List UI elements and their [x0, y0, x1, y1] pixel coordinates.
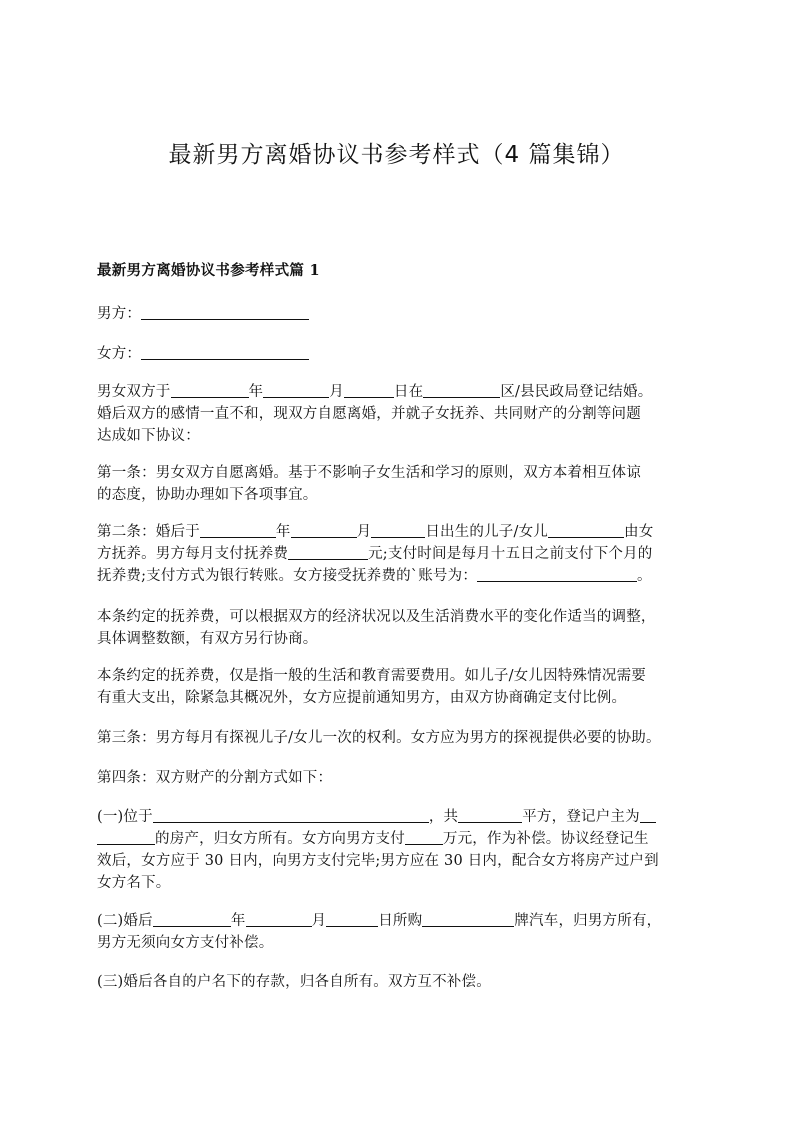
account-number-blank[interactable]	[477, 567, 637, 582]
text-line: 本条约定的抚养费，可以根据双方的经济状况以及生活消费水平的变化作适当的调整，	[97, 609, 656, 625]
text-line: 本条约定的抚养费，仅是指一般的生活和教育需要费用。如儿子/女儿因特殊情况需要	[97, 668, 646, 684]
text-line: 的态度，协助办理如下各项事宜。	[97, 487, 318, 503]
text-fragment: 日所购	[378, 913, 423, 929]
text-fragment: 元;支付时间是每月十五日之前支付下个月的	[368, 546, 653, 562]
woman-name-blank[interactable]	[141, 345, 309, 360]
text-fragment: (一)位于	[97, 809, 153, 825]
article-2	[97, 521, 712, 587]
article-3	[97, 727, 712, 749]
text-fragment: 月	[329, 384, 344, 400]
text-fragment: (二)婚后	[97, 913, 153, 929]
car-year-blank[interactable]	[153, 912, 231, 927]
text-fragment: 年	[275, 524, 291, 540]
text-line: 女方名下。	[97, 875, 171, 891]
paragraph-marriage	[97, 381, 712, 447]
text-line: 第三条：男方每月有探视儿子/女儿一次的权利。女方应为男方的探视提供必要的协助。	[97, 730, 661, 746]
text-line: 婚后双方的感情一直不和，现双方自愿离婚，并就子女抚养、共同财产的分割等问题	[97, 406, 641, 422]
text-fragment: 平方，登记户主为	[522, 809, 640, 825]
property-area-blank[interactable]	[458, 808, 522, 823]
birth-year-blank[interactable]	[200, 523, 276, 538]
text-line: (三)婚后各自的户名下的存款，归各自所有。双方互不补偿。	[97, 974, 491, 990]
text-line: 达成如下协议：	[97, 428, 200, 444]
man-name-blank[interactable]	[141, 305, 309, 320]
text-fragment: 年	[248, 384, 264, 400]
marriage-day-blank[interactable]	[344, 383, 394, 398]
text-fragment: 月	[356, 524, 372, 540]
text-fragment: 由女	[624, 524, 654, 540]
birth-month-blank[interactable]	[291, 523, 357, 538]
child-name-blank[interactable]	[548, 523, 624, 538]
text-fragment: 月	[311, 913, 327, 929]
car-month-blank[interactable]	[246, 912, 312, 927]
text-line: 第四条：双方财产的分割方式如下：	[97, 770, 333, 786]
text-line: 效后，女方应于 30 日内，向男方支付完毕;男方应在 30 日内，配合女方将房产过户到	[97, 853, 659, 869]
item-2-car	[97, 910, 712, 954]
section-title: 最新男方离婚协议书参考样式篇 1	[97, 262, 320, 279]
marriage-month-blank[interactable]	[263, 383, 329, 398]
text-fragment: 牌汽车，归男方所有，	[514, 913, 662, 929]
article-1	[97, 462, 712, 506]
woman-field-line	[97, 343, 712, 365]
man-field-line	[97, 303, 712, 325]
text-fragment: 方抚养。男方每月支付抚养费	[97, 546, 289, 562]
paragraph-adjustment	[97, 606, 712, 650]
text-fragment: 男女双方于	[97, 384, 171, 400]
text-fragment: 日在	[393, 384, 424, 400]
property-location-blank[interactable]	[153, 808, 429, 823]
birth-day-blank[interactable]	[371, 523, 425, 538]
support-amount-blank[interactable]	[288, 545, 368, 560]
text-line: 男方无须向女方支付补偿。	[97, 935, 274, 951]
text-fragment: ，共	[428, 809, 459, 825]
text-fragment: 抚养费;支付方式为银行转账。女方接受抚养费的`账号为：	[97, 568, 478, 584]
marriage-year-blank[interactable]	[171, 383, 249, 398]
owner-blank-start[interactable]	[640, 808, 656, 823]
item-1-property	[97, 806, 712, 894]
compensation-amount-blank[interactable]	[405, 830, 443, 845]
text-line: 具体调整数额，有双方另行协商。	[97, 631, 318, 647]
text-fragment: 区/县民政局登记结婚。	[500, 384, 653, 400]
car-brand-blank[interactable]	[422, 912, 514, 927]
text-fragment: 年	[230, 913, 246, 929]
man-label: 男方：	[97, 306, 142, 322]
paragraph-general-expenses	[97, 665, 712, 709]
item-3-savings	[97, 971, 712, 993]
marriage-district-blank[interactable]	[423, 383, 500, 398]
document-title: 最新男方离婚协议书参考样式（4 篇集锦）	[168, 142, 625, 168]
text-line: 第一条：男女双方自愿离婚。基于不影响子女生活和学习的原则，双方本着相互体谅	[97, 465, 641, 481]
text-line: 有重大支出，除紧急其概况外，女方应提前通知男方，由双方协商确定支付比例。	[97, 690, 627, 706]
text-fragment: 的房产，归女方所有。女方向男方支付	[155, 831, 405, 847]
text-fragment: 万元，作为补偿。协议经登记生	[442, 831, 649, 847]
text-fragment: 。	[637, 568, 652, 584]
text-fragment: 第二条：婚后于	[97, 524, 200, 540]
woman-label: 女方：	[97, 346, 142, 362]
article-4	[97, 767, 712, 789]
owner-blank-end[interactable]	[97, 830, 155, 845]
text-fragment: 日出生的儿子/女儿	[425, 524, 548, 540]
car-day-blank[interactable]	[326, 912, 378, 927]
